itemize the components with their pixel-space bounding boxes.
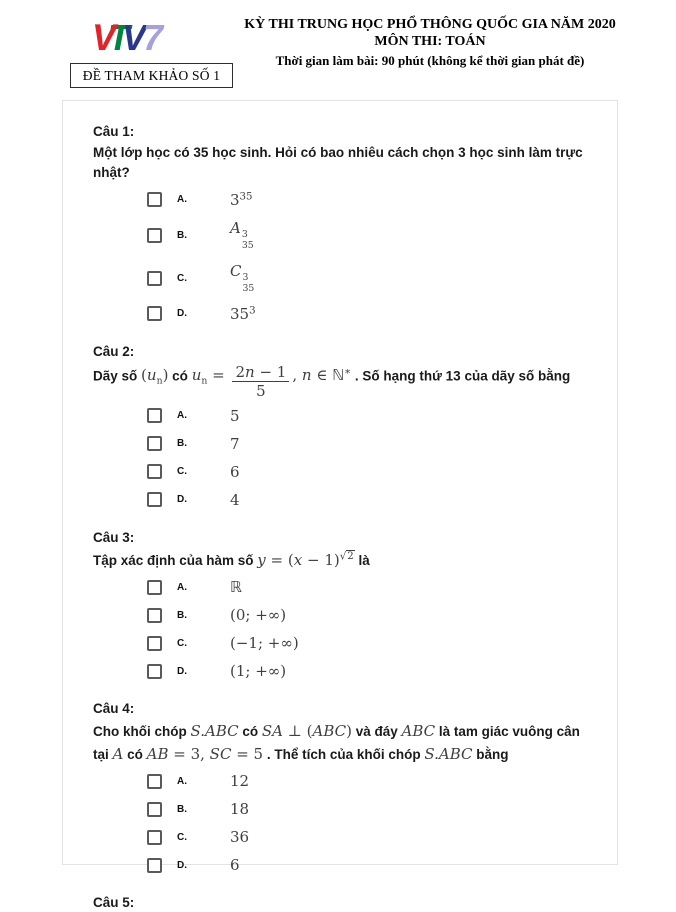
question-label: Câu 5: (93, 895, 135, 911)
option-letter: C. (177, 831, 187, 843)
question-5 (93, 894, 589, 912)
option-value: C 3 35 (230, 261, 255, 294)
question-text: Một lớp học có 35 học sinh. Hỏi có bao nhiêu cách chọn 3 học sinh làm trực nhật? (93, 145, 583, 181)
option-row (147, 491, 589, 509)
option-value: $35^3$ (230, 304, 256, 323)
option-letter: A. (177, 410, 187, 422)
question-2 (93, 343, 589, 509)
option-row (147, 407, 589, 425)
question-1 (93, 123, 589, 323)
option-value: (1; +∞) (230, 662, 287, 681)
option-letter: B. (177, 438, 187, 450)
options-list (93, 578, 589, 680)
option-checkbox[interactable] (147, 436, 162, 451)
question-label: Câu 1: (93, 124, 135, 139)
options-list (93, 407, 589, 509)
exam-reference-badge: ĐỀ THAM KHẢO SỐ 1 (70, 63, 233, 88)
option-checkbox[interactable] (147, 774, 162, 789)
option-row (147, 191, 589, 209)
options-list (93, 191, 589, 323)
option-value: 12 (230, 772, 250, 791)
logo-letter-v2: V (122, 17, 142, 58)
option-checkbox[interactable] (147, 858, 162, 873)
question-3 (93, 529, 589, 681)
option-checkbox[interactable] (147, 408, 162, 423)
option-value: 6 (230, 462, 240, 481)
option-value: 7 (230, 434, 240, 453)
option-letter: A. (177, 775, 187, 787)
option-checkbox[interactable] (147, 664, 162, 679)
option-letter: D. (177, 308, 187, 320)
exam-duration: Thời gian làm bài: 90 phút (không kể thời gian phát đề) (275, 53, 585, 68)
option-checkbox[interactable] (147, 271, 162, 286)
page-header (0, 0, 676, 100)
option-checkbox[interactable] (147, 608, 162, 623)
question-text: Dãy số $(u_n)$ có $u_n$ = $\frac{2n - 1}{5}$ , n ∈ ℕ∗ . Số hạng thứ 13 của dãy số bằng (93, 362, 571, 400)
option-row (147, 435, 589, 453)
question-text: Cho khối chóp S.ABC có SA ⊥ (ABC) và đáy ABC là tam giác vuông cân tại A có AB = 3, SC = 5 . Thể tích của khối chóp S.ABC bằng (93, 722, 580, 763)
logo-letter-t: T (108, 17, 126, 58)
exam-subject: MÔN THI: TOÁN (374, 34, 486, 49)
option-letter: D. (177, 859, 187, 871)
option-checkbox[interactable] (147, 802, 162, 817)
option-letter: B. (177, 609, 187, 621)
option-row (147, 578, 589, 596)
option-value: (0; +∞) (230, 606, 287, 625)
option-row (147, 772, 589, 790)
option-row (147, 219, 589, 252)
question-4 (93, 700, 589, 874)
option-checkbox[interactable] (147, 464, 162, 479)
option-letter: A. (177, 194, 187, 205)
option-value: 5 (230, 406, 240, 425)
option-row (147, 800, 589, 818)
option-row (147, 634, 589, 652)
option-checkbox[interactable] (147, 228, 162, 243)
logo-letter-7: 7 (143, 17, 164, 58)
exam-content-card (62, 100, 618, 911)
exam-title-block (238, 16, 622, 69)
options-list (93, 772, 589, 874)
option-value: A 3 35 (230, 218, 254, 251)
option-row (147, 856, 589, 874)
option-letter: B. (177, 803, 187, 815)
option-row (147, 463, 589, 481)
option-value: 6 (230, 856, 240, 875)
option-value: 36 (230, 828, 250, 847)
option-checkbox[interactable] (147, 636, 162, 651)
option-value: (−1; +∞) (230, 634, 299, 653)
option-letter: C. (177, 272, 187, 284)
option-letter: C. (177, 637, 187, 649)
exam-title: KỲ THI TRUNG HỌC PHỔ THÔNG QUỐC GIA NĂM 2020 (244, 17, 616, 32)
option-row (147, 262, 589, 295)
option-checkbox[interactable] (147, 580, 162, 595)
option-letter: A. (177, 581, 187, 593)
question-text: Tập xác định của hàm số $y = (x - 1)^{√2}$ là (93, 550, 370, 569)
question-label: Câu 3: (93, 529, 135, 545)
question-label: Câu 4: (93, 701, 135, 717)
option-row (147, 305, 589, 323)
logo-letter-v1: V (92, 16, 112, 59)
option-checkbox[interactable] (147, 306, 162, 321)
option-value: 18 (230, 800, 250, 819)
question-label: Câu 2: (93, 343, 135, 359)
option-letter: D. (177, 494, 187, 506)
option-letter: B. (177, 229, 187, 241)
option-row (147, 662, 589, 680)
option-row (147, 606, 589, 624)
option-value: ℝ (230, 578, 242, 597)
option-checkbox[interactable] (147, 830, 162, 845)
option-letter: D. (177, 665, 187, 677)
option-value: $3^{35}$ (230, 190, 253, 209)
option-row (147, 828, 589, 846)
option-checkbox[interactable] (147, 192, 162, 207)
option-checkbox[interactable] (147, 492, 162, 507)
option-letter: C. (177, 466, 187, 478)
vtv7-logo (92, 18, 163, 60)
option-value: 4 (230, 490, 240, 509)
